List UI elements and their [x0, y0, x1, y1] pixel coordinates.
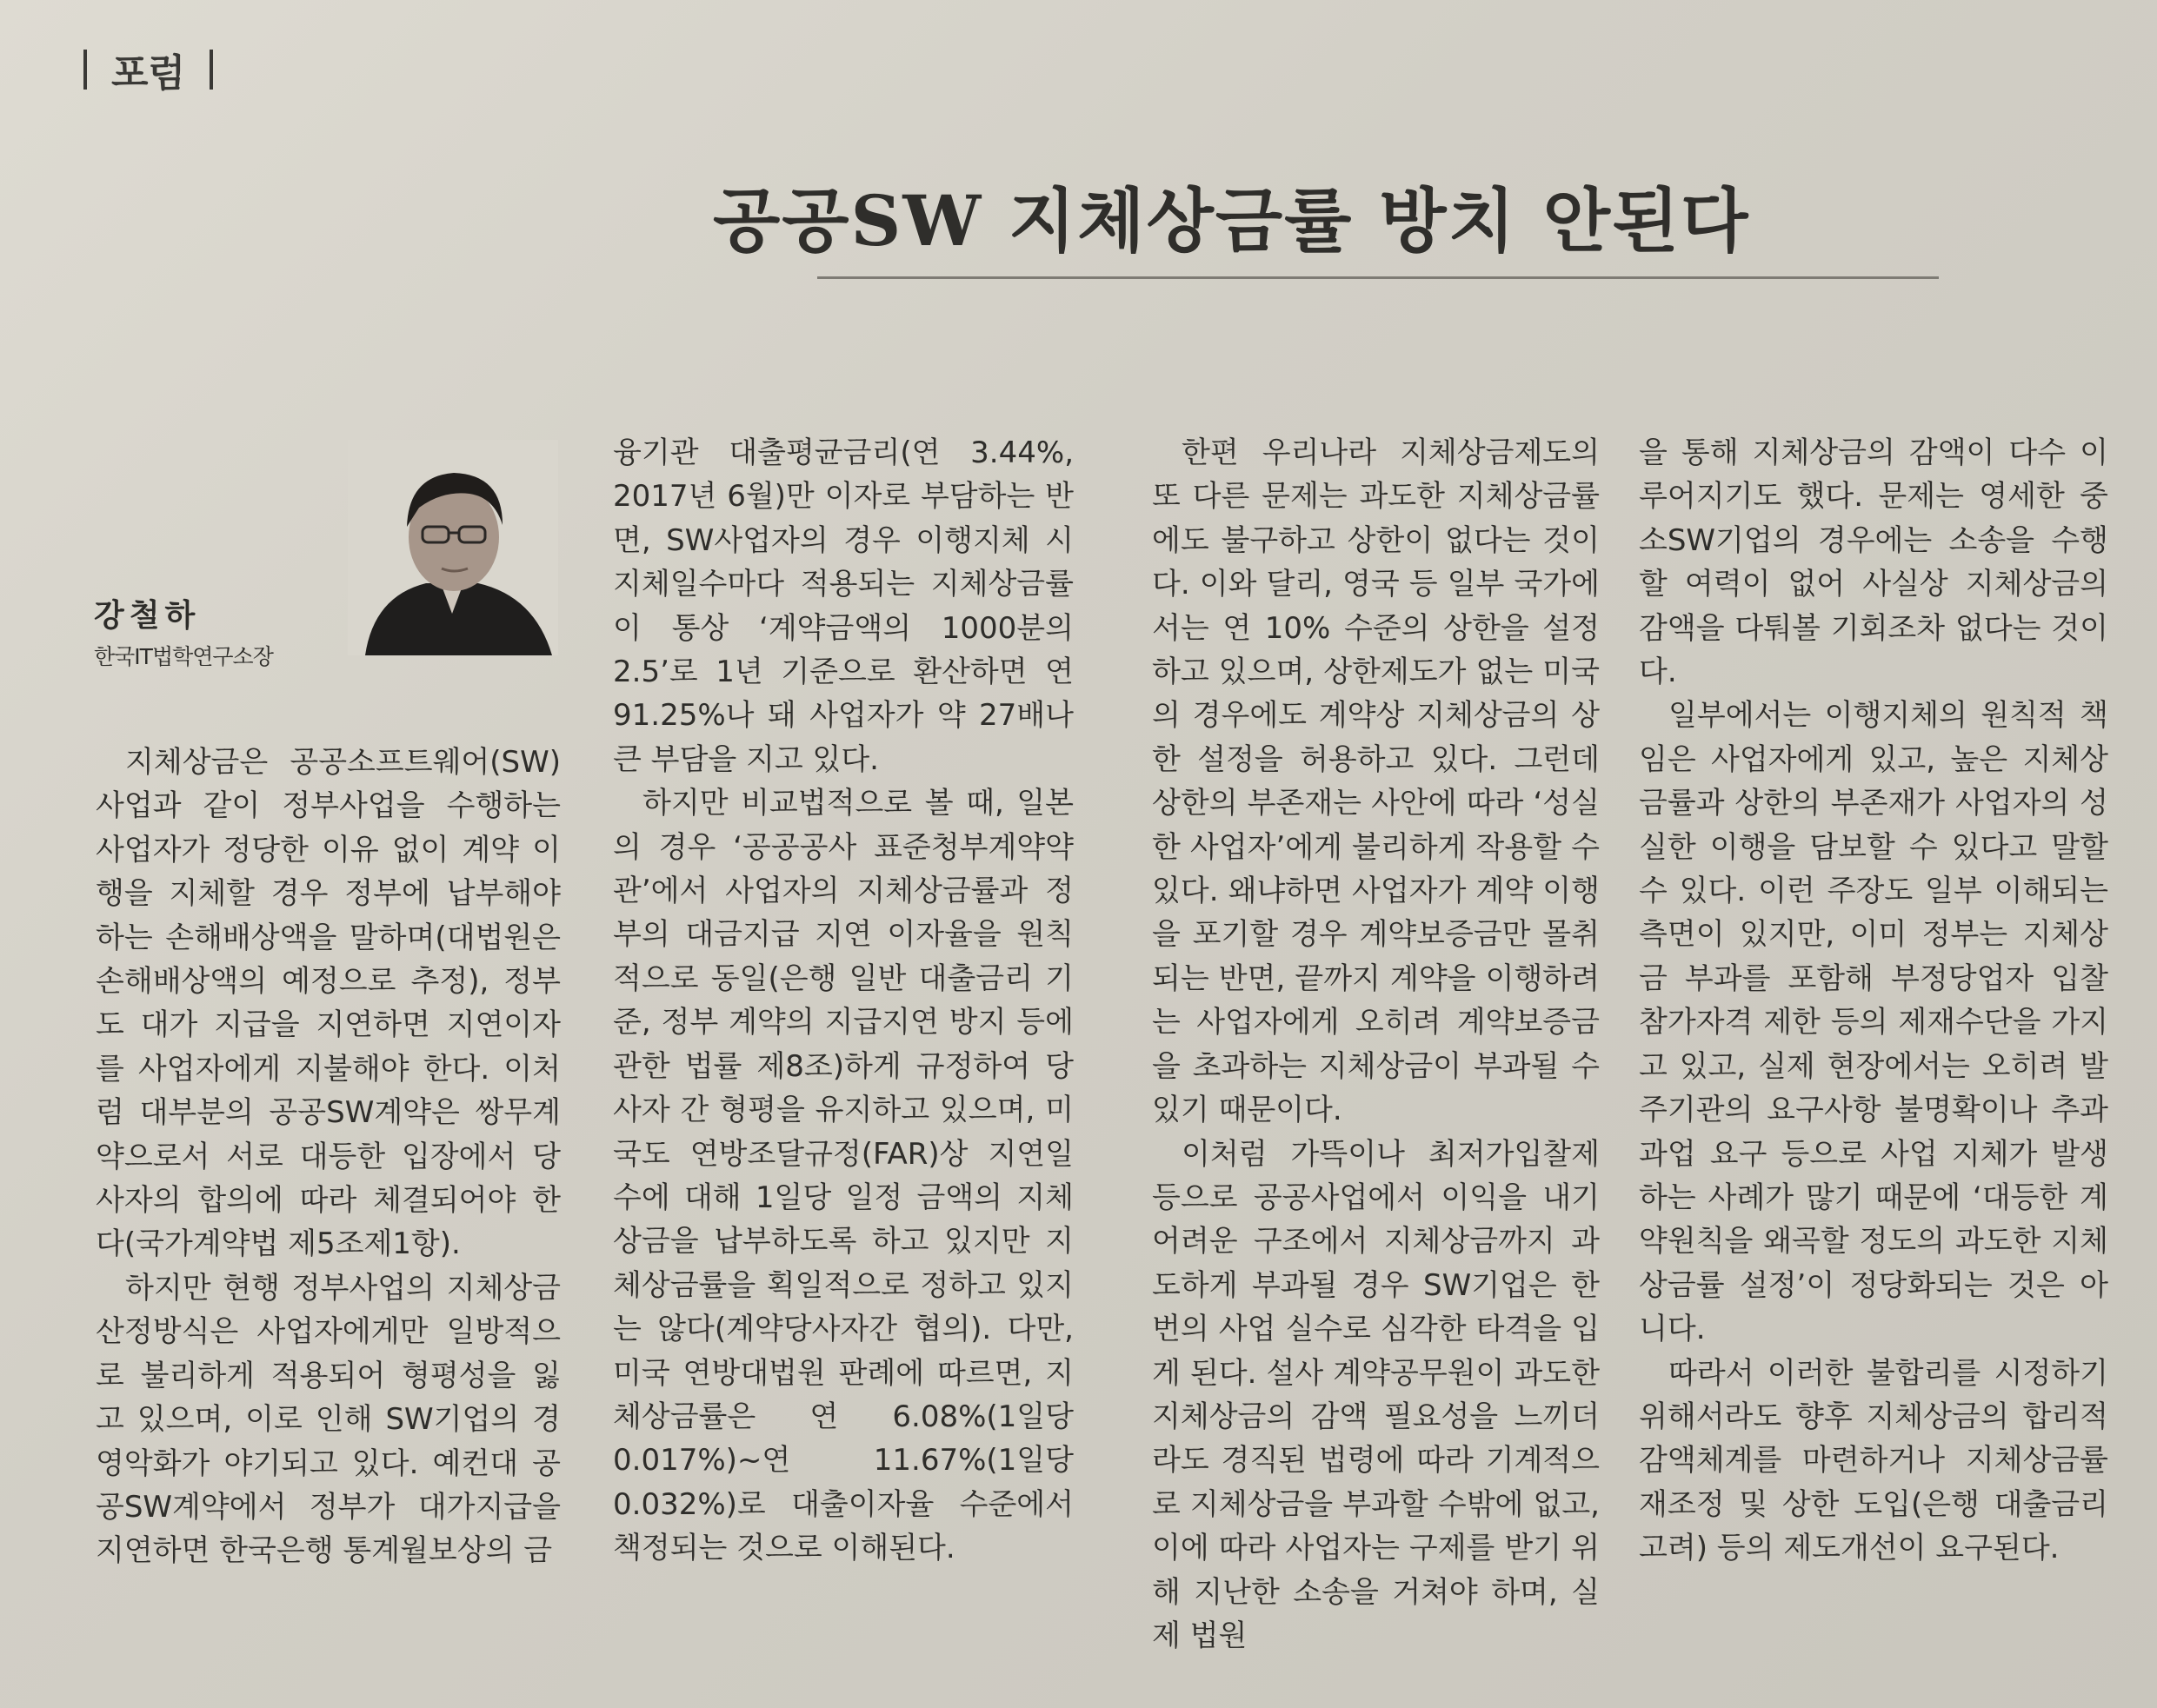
- paragraph: 하지만 비교법적으로 볼 때, 일본의 경우 ‘공공공사 표준청부계약약관’에서 사업자의 지체상금률과 정부의 대금지급 지연 이자율을 원칙적으로 동일(은행 일반 대출금리 기준, 정부 계약의 지급지연 방지 등에 관한 법률 제8조)하게 규정하여 당사자 간 형평을 유지하고 있으며, 미국도 연방조달규정(FAR)상 지연일수에 대해 1일당 일정 금액의 지체상금을 납부하도록 하고 있지만 지체상금률을 획일적으로 정하고 있지는 않다(계약당사자간 협의). 다만, 미국 연방대법원 판례에 따르면, 지체상금률은 연 6.08%(1일당 0.017%)~연 11.67%(1일당 0.032%)로 대출이자율 수준에서 책정되는 것으로 이해된다.: [613, 786, 1074, 1566]
- paragraph: 따라서 이러한 불합리를 시정하기 위해서라도 향후 지체상금의 합리적 감액체계를 마련하거나 지체상금률 재조정 및 상한 도입(은행 대출금리 고려) 등의 제도개선이 요구된다.: [1639, 1355, 2108, 1566]
- paragraph: 을 통해 지체상금의 감액이 다수 이루어지기도 했다. 문제는 영세한 중소SW기업의 경우에는 소송을 수행할 여력이 없어 사실상 지체상금의 감액을 다퉈볼 기회조차 없다는 것이다.: [1639, 435, 2108, 690]
- section-divider-left: [83, 50, 87, 90]
- paragraph: 하지만 현행 정부사업의 지체상금 산정방식은 사업자에게만 일방적으로 불리하게 적용되어 형평성을 잃고 있으며, 이로 인해 SW기업의 경영악화가 야기되고 있다. 예컨대 공공SW계약에서 정부가 대가지급을 지연하면 한국은행 통계월보상의 금: [96, 1270, 561, 1569]
- paragraph: 이처럼 가뜩이나 최저가입찰제 등으로 공공사업에서 이익을 내기 어려운 구조에서 지체상금까지 과도하게 부과될 경우 SW기업은 한 번의 사업 실수로 심각한 타격을 입게 된다. 설사 계약공무원이 과도한 지체상금의 감액 필요성을 느끼더라도 경직된 법령에 따라 기계적으로 지체상금을 부과할 수밖에 없고, 이에 따라 사업자는 구제를 받기 위해 지난한 소송을 거쳐야 하며, 실제 법원: [1152, 1136, 1600, 1653]
- article-column-4: [1639, 431, 2108, 1571]
- author-photo: [348, 440, 558, 655]
- article-column-3: [1152, 431, 1600, 1658]
- headline: 공공SW 지체상금률 방치 안된다: [713, 180, 1750, 262]
- section-divider-right: [210, 50, 213, 90]
- section-label: 포럼: [111, 51, 186, 96]
- paragraph: 일부에서는 이행지체의 원칙적 책임은 사업자에게 있고, 높은 지체상금률과 상한의 부존재가 사업자의 성실한 이행을 담보할 수 있다고 말할 수 있다. 이런 주장도 일부 이해되는 측면이 있지만, 이미 정부는 지체상금 부과를 포함해 부정당업자 입찰 참가자격 제한 등의 제재수단을 가지고 있고, 실제 현장에서는 오히려 발주기관의 요구사항 불명확이나 추과 과업 요구 등으로 사업 지체가 발생하는 사례가 많기 때문에 ‘대등한 계약원칙을 왜곡할 정도의 과도한 지체상금률 설정’이 정당화되는 것은 아니다.: [1639, 698, 2108, 1347]
- author-name: 강철하: [94, 598, 201, 634]
- article-column-2: [613, 431, 1074, 1571]
- paragraph: 한편 우리나라 지체상금제도의 또 다른 문제는 과도한 지체상금률에도 불구하고 상한이 없다는 것이다. 이와 달리, 영국 등 일부 국가에서는 연 10% 수준의 상한을 설정하고 있으며, 상한제도가 없는 미국의 경우에도 계약상 지체상금의 상한 설정을 허용하고 있다. 그런데 상한의 부존재는 사안에 따라 ‘성실한 사업자’에게 불리하게 작용할 수 있다. 왜냐하면 사업자가 계약 이행을 포기할 경우 계약보증금만 몰취되는 반면, 끝까지 계약을 이행하려는 사업자에게 오히려 계약보증금을 초과하는 지체상금이 부과될 수 있기 때문이다.: [1152, 435, 1600, 1128]
- article-column-1: [96, 741, 561, 1573]
- paragraph: 지체상금은 공공소프트웨어(SW)사업과 같이 정부사업을 수행하는 사업자가 정당한 이유 없이 계약 이행을 지체할 경우 정부에 납부해야 하는 손해배상액을 말하며(대법원은 손해배상액의 예정으로 추정), 정부도 대가 지급을 지연하면 지연이자를 사업자에게 지불해야 한다. 이처럼 대부분의 공공SW계약은 쌍무계약으로서 서로 대등한 입장에서 당사자의 합의에 따라 체결되어야 한다(국가계약법 제5조제1항).: [96, 745, 561, 1262]
- paragraph: 융기관 대출평균금리(연 3.44%, 2017년 6월)만 이자로 부담하는 반면, SW사업자의 경우 이행지체 시 지체일수마다 적용되는 지체상금률이 통상 ‘계약금액의 1000분의 2.5’로 1년 기준으로 환산하면 연 91.25%나 돼 사업자가 약 27배나 큰 부담을 지고 있다.: [613, 435, 1074, 777]
- author-affiliation: 한국IT법학연구소장: [94, 644, 273, 669]
- headline-rule: [817, 276, 1939, 279]
- section-tag: [83, 42, 213, 97]
